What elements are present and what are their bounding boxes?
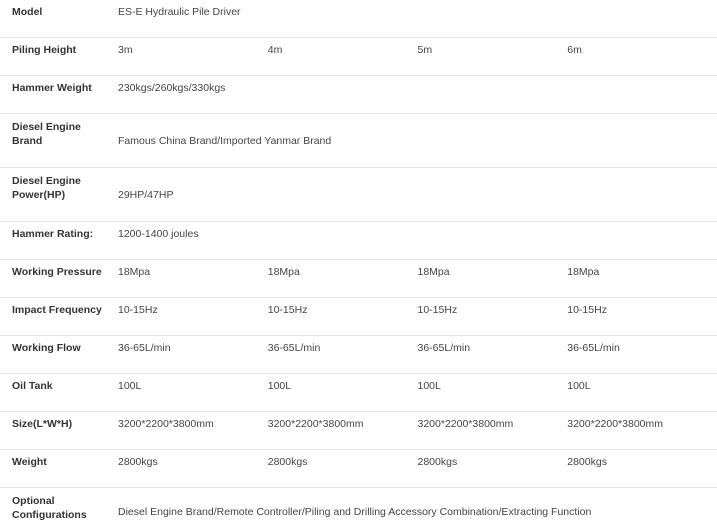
table-row-optional-configurations bbox=[0, 488, 717, 531]
table-cell: 36-65L/min bbox=[118, 336, 268, 374]
row-label-line: Optional bbox=[12, 494, 118, 508]
row-label: Hammer Weight bbox=[0, 76, 118, 114]
row-label: Working Pressure bbox=[0, 260, 118, 298]
table-row-impact-frequency bbox=[0, 298, 717, 336]
row-label bbox=[0, 168, 118, 222]
row-label bbox=[0, 114, 118, 168]
row-label-line: Diesel Engine bbox=[12, 120, 118, 134]
table-cell: 3200*2200*3800mm bbox=[268, 412, 418, 450]
row-label: Working Flow bbox=[0, 336, 118, 374]
table-cell: 100L bbox=[268, 374, 418, 412]
table-cell: 5m bbox=[418, 38, 568, 76]
row-label-line: Brand bbox=[12, 134, 118, 148]
row-label: Weight bbox=[0, 450, 118, 488]
table-cell: 10-15Hz bbox=[118, 298, 268, 336]
table-cell: 3200*2200*3800mm bbox=[118, 412, 268, 450]
row-label bbox=[0, 488, 118, 531]
table-cell: 10-15Hz bbox=[418, 298, 568, 336]
table-cell: 2800kgs bbox=[118, 450, 268, 488]
table-row-hammer-rating bbox=[0, 222, 717, 260]
table-cell: 10-15Hz bbox=[268, 298, 418, 336]
table-cell: 100L bbox=[567, 374, 717, 412]
table-row-piling-height bbox=[0, 38, 717, 76]
row-label-line: Configurations bbox=[12, 508, 118, 522]
table-cell: 3m bbox=[118, 38, 268, 76]
diesel-engine-brand-value: Famous China Brand/Imported Yanmar Brand bbox=[118, 114, 717, 168]
table-row-hammer-weight bbox=[0, 76, 717, 114]
table-cell: 36-65L/min bbox=[567, 336, 717, 374]
table-row-working-pressure bbox=[0, 260, 717, 298]
row-label-line: Diesel Engine bbox=[12, 174, 118, 188]
table-row-diesel-engine-brand bbox=[0, 114, 717, 168]
table-row-oil-tank bbox=[0, 374, 717, 412]
hammer-weight-value: 230kgs/260kgs/330kgs bbox=[118, 76, 717, 114]
table-cell: 18Mpa bbox=[567, 260, 717, 298]
table-row-weight bbox=[0, 450, 717, 488]
row-label: Size(L*W*H) bbox=[0, 412, 118, 450]
table-cell: 18Mpa bbox=[268, 260, 418, 298]
row-label: Impact Frequency bbox=[0, 298, 118, 336]
table-cell: 4m bbox=[268, 38, 418, 76]
table-cell: 36-65L/min bbox=[268, 336, 418, 374]
table-cell: 18Mpa bbox=[418, 260, 568, 298]
diesel-engine-power-value: 29HP/47HP bbox=[118, 168, 717, 222]
table-row-size bbox=[0, 412, 717, 450]
table-cell: 36-65L/min bbox=[418, 336, 568, 374]
table-cell: 3200*2200*3800mm bbox=[567, 412, 717, 450]
hammer-rating-value: 1200-1400 joules bbox=[118, 222, 717, 260]
row-label: Hammer Rating: bbox=[0, 222, 118, 260]
table-cell: 6m bbox=[567, 38, 717, 76]
optional-configurations-value: Diesel Engine Brand/Remote Controller/Piling and Drilling Accessory Combination/Extracting Function bbox=[118, 488, 717, 531]
table-cell: 3200*2200*3800mm bbox=[418, 412, 568, 450]
row-label: Model bbox=[0, 0, 118, 38]
table-row-working-flow bbox=[0, 336, 717, 374]
table-cell: 100L bbox=[118, 374, 268, 412]
table-row-model bbox=[0, 0, 717, 38]
table-cell: 2800kgs bbox=[268, 450, 418, 488]
table-cell: 18Mpa bbox=[118, 260, 268, 298]
row-label: Oil Tank bbox=[0, 374, 118, 412]
table-row-diesel-engine-power bbox=[0, 168, 717, 222]
table-cell: 10-15Hz bbox=[567, 298, 717, 336]
row-label: Piling Height bbox=[0, 38, 118, 76]
table-cell: 100L bbox=[418, 374, 568, 412]
table-cell: 2800kgs bbox=[418, 450, 568, 488]
row-label-line: Power(HP) bbox=[12, 188, 118, 202]
model-value: ES-E Hydraulic Pile Driver bbox=[118, 0, 717, 38]
table-cell: 2800kgs bbox=[567, 450, 717, 488]
